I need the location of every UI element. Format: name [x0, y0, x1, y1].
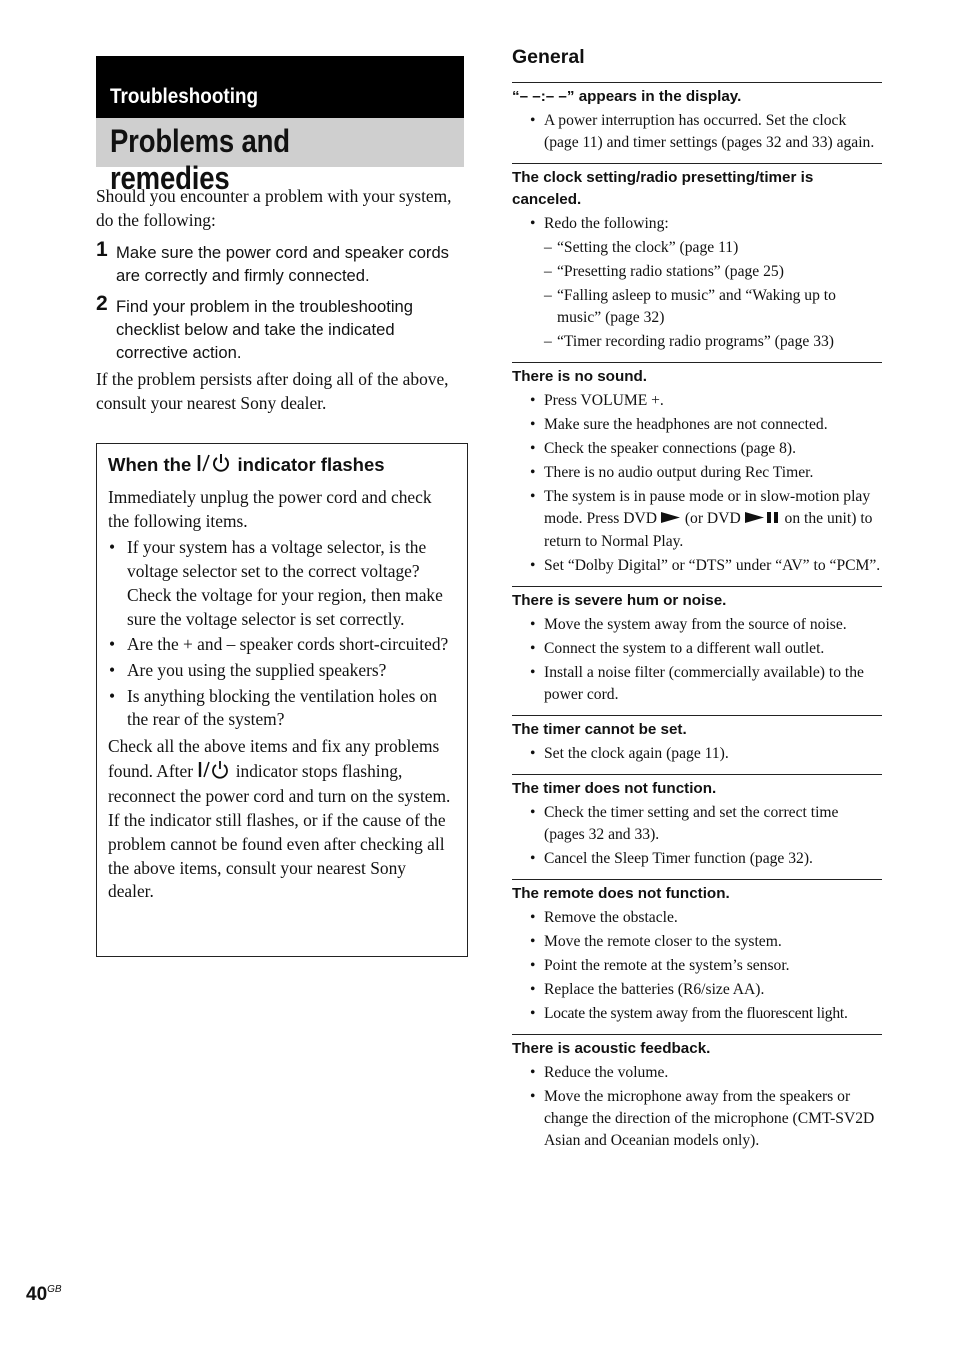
list-item: • Point the remote at the system’s sensor.: [512, 955, 882, 977]
section-title: Troubleshooting: [110, 85, 259, 108]
list-item: • Press VOLUME +.: [512, 390, 882, 412]
issue-question: There is acoustic feedback.: [512, 1040, 711, 1057]
list-item: • The system is in pause mode or in slow-motion play mode. Press DVD (or DVD on the unit) to return to Normal Play.: [512, 486, 882, 553]
list-item: • Locate the system away from the fluorescent light.: [512, 1003, 882, 1025]
step-number: 2: [96, 292, 108, 315]
after-text: If the problem persists after doing all of the above, consult your nearest Sony dealer.: [96, 369, 449, 413]
list-item: • A power interruption has occurred. Set the clock (page 11) and timer settings (pages 32 and 33) again.: [512, 110, 882, 154]
step-1: [96, 238, 468, 287]
list-item: • Are the + and – speaker cords short-circuited?: [108, 633, 456, 657]
general-heading: General: [512, 46, 585, 68]
list-item: • Set “Dolby Digital” or “DTS” under “AV” to “PCM”.: [512, 555, 882, 577]
list-item: • There is no audio output during Rec Timer.: [512, 462, 882, 484]
section-banner: [96, 56, 464, 118]
issue-question: The remote does not function.: [512, 885, 730, 902]
list-item: • Is anything blocking the ventilation holes on the rear of the system?: [108, 685, 456, 732]
issue-question: There is severe hum or noise.: [512, 592, 727, 609]
power-standby-icon: [197, 759, 231, 786]
dash-item: – “Timer recording radio programs” (page 33): [512, 331, 882, 353]
list-item: • Remove the obstacle.: [512, 907, 882, 929]
power-standby-icon: [196, 453, 232, 480]
box-list: [108, 536, 456, 732]
issue-section: [512, 163, 882, 353]
page-suffix: GB: [47, 1284, 62, 1295]
box-title: When the indicator flashes: [108, 452, 456, 480]
step-text: Find your problem in the troubleshooting checklist below and take the indicated corrective action.: [116, 297, 414, 362]
list-item: • Redo the following:: [512, 213, 882, 235]
issue-question: The clock setting/radio presetting/timer is canceled.: [512, 169, 814, 208]
list-item: • If your system has a voltage selector, is the voltage selector set to the correct voltage? Check the voltage for your region, then make sure the voltage selector is set correctly.: [108, 536, 456, 631]
list-item: • Connect the system to a different wall outlet.: [512, 638, 882, 660]
play-pause-icon: [745, 509, 781, 531]
intro-text: Should you encounter a problem with your system, do the following:: [96, 186, 452, 230]
step-text: Make sure the power cord and speaker cords are correctly and firmly connected.: [116, 243, 449, 285]
issue-section: [512, 586, 882, 706]
play-icon: [661, 509, 681, 531]
issue-question: The timer cannot be set.: [512, 721, 687, 738]
issue-section: [512, 879, 882, 1025]
list-item: • Reduce the volume.: [512, 1062, 882, 1084]
box-closing: Check all the above items and fix any problems found. After indicator stops flashing, reconnect the power cord and turn on the system. If the indicator still flashes, or if the cause of the problem cannot be found even after checking all the above items, consult your nearest Sony dealer.: [108, 736, 451, 902]
issue-section: [512, 362, 882, 577]
issue-section: [512, 715, 882, 765]
dash-item: – “Presetting radio stations” (page 25): [512, 261, 882, 283]
dash-item: – “Setting the clock” (page 11): [512, 237, 882, 259]
list-item: • Make sure the headphones are not connected.: [512, 414, 882, 436]
dash-item: – “Falling asleep to music” and “Waking up to music” (page 32): [512, 285, 882, 329]
issue-question: There is no sound.: [512, 368, 648, 385]
list-item: • Cancel the Sleep Timer function (page 32).: [512, 848, 882, 870]
list-item: • Install a noise filter (commercially available) to the power cord.: [512, 662, 882, 706]
page-number: $40^{GB}$: [26, 1284, 62, 1305]
list-item: • Set the clock again (page 11).: [512, 743, 882, 765]
issue-question: The timer does not function.: [512, 780, 717, 797]
list-item: • Are you using the supplied speakers?: [108, 659, 456, 683]
step-number: 1: [96, 238, 108, 261]
list-item: • Check the timer setting and set the correct time (pages 32 and 33).: [512, 802, 882, 846]
issue-section: [512, 774, 882, 870]
intro-column: [96, 184, 468, 415]
issue-section: [512, 1034, 882, 1152]
indicator-box: [96, 443, 468, 957]
box-intro: Immediately unplug the power cord and check the following items.: [108, 487, 432, 531]
page-title: Problems and remedies: [110, 123, 290, 196]
issue-section: [512, 82, 882, 154]
list-item: • Move the microphone away from the speakers or change the direction of the microphone (CMT-SV2D Asian and Oceanian models only).: [512, 1086, 882, 1152]
step-2: [96, 292, 468, 364]
issue-question: “– –:– –” appears in the display.: [512, 88, 742, 105]
title-banner: [96, 118, 464, 196]
list-item: • Check the speaker connections (page 8).: [512, 438, 882, 460]
list-item: • Move the system away from the source of noise.: [512, 614, 882, 636]
list-item: • Move the remote closer to the system.: [512, 931, 882, 953]
general-column: [512, 44, 882, 1154]
list-item: • Replace the batteries (R6/size AA).: [512, 979, 882, 1001]
